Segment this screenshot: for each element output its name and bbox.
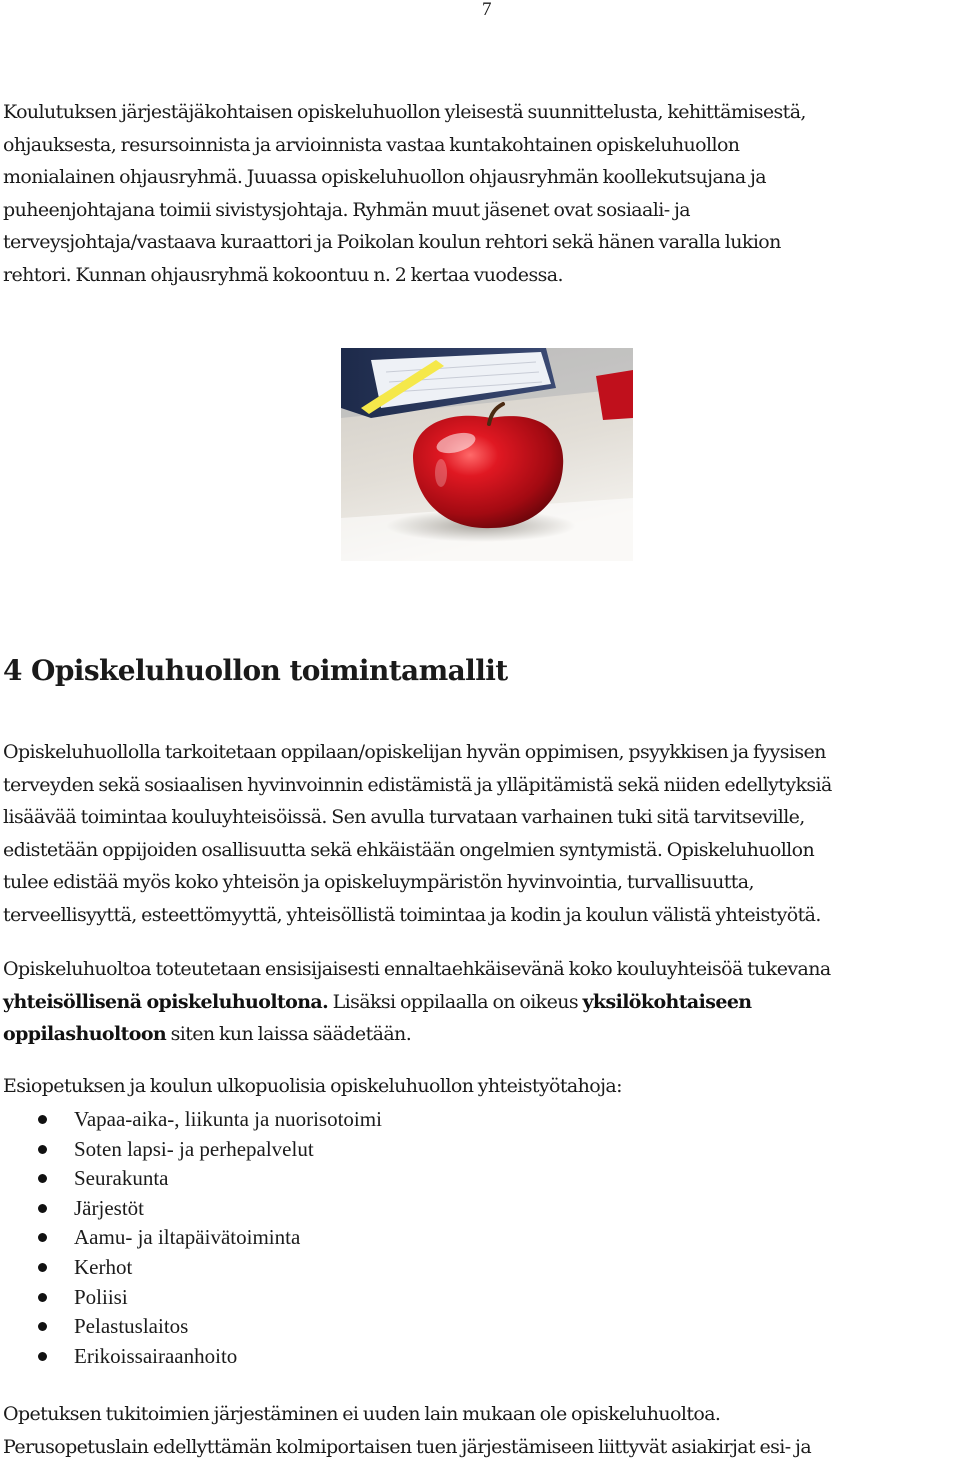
text-line: Perusopetuslain edellyttämän kolmiportaisen tuen järjestämiseen liittyvät asiakirjat esi- ja bbox=[3, 1435, 812, 1458]
inline-text: siten kun laissa säädetään. bbox=[166, 1023, 412, 1046]
text-line: Opetuksen tukitoimien järjestäminen ei uuden lain mukaan ole opiskeluhuoltoa. bbox=[3, 1403, 721, 1425]
bullet-icon bbox=[38, 1115, 47, 1124]
text-line: terveyden sekä sosiaalisen hyvinvoinnin edistämistä ja ylläpitämistä sekä niiden edellytyksiä bbox=[3, 773, 832, 796]
list-item bbox=[0, 1223, 382, 1253]
text-line bbox=[3, 1018, 960, 1051]
list-item-label: Erikoissairaanhoito bbox=[74, 1343, 238, 1368]
text-line: edistetään oppijoiden osallisuutta sekä ehkäistään ongelmien syntymistä. Opiskeluhuollon bbox=[3, 838, 815, 861]
text-line: tulee edistää myös koko yhteisön ja opiskeluympäristön hyvinvointia, turvallisuutta, bbox=[3, 871, 754, 894]
list-item-label: Aamu- ja iltapäivätoiminta bbox=[74, 1225, 301, 1250]
paragraph-implementation bbox=[3, 953, 960, 1051]
bullet-icon bbox=[38, 1322, 47, 1331]
bullet-icon bbox=[38, 1233, 47, 1242]
paragraph-partners-intro bbox=[3, 1070, 960, 1103]
bullet-icon bbox=[38, 1204, 47, 1213]
partners-list bbox=[0, 1105, 382, 1371]
list-item bbox=[0, 1164, 382, 1194]
list-item bbox=[0, 1253, 382, 1283]
bold-term: yksilökohtaiseen bbox=[582, 990, 752, 1013]
bold-term: oppilashuoltoon bbox=[3, 1023, 167, 1046]
bullet-icon bbox=[38, 1263, 47, 1272]
bold-term: yhteisöllisenä opiskeluhuoltona. bbox=[3, 990, 329, 1013]
list-item bbox=[0, 1194, 382, 1224]
list-item-label: Poliisi bbox=[74, 1284, 128, 1309]
list-item bbox=[0, 1312, 382, 1342]
paragraph-definition bbox=[3, 736, 960, 932]
list-item-label: Seurakunta bbox=[74, 1166, 169, 1191]
list-item bbox=[0, 1342, 382, 1372]
bullet-icon bbox=[38, 1174, 47, 1183]
text-line bbox=[3, 986, 960, 1019]
text-line: terveellisyyttä, esteettömyyttä, yhteisöllistä toimintaa ja kodin ja koulun välistä yhteistyötä. bbox=[3, 903, 821, 926]
paragraph-steering-group bbox=[3, 96, 960, 292]
text-line: puheenjohtajana toimii sivistysjohtaja. Ryhmän muut jäsenet ovat sosiaali- ja bbox=[3, 198, 690, 221]
text-line: Esiopetuksen ja koulun ulkopuolisia opiskeluhuollon yhteistyötahoja: bbox=[3, 1075, 622, 1097]
text-line: lisäävää toimintaa kouluyhteisöissä. Sen avulla turvataan varhainen tuki sitä tarvitseville, bbox=[3, 806, 805, 829]
text-line: ohjauksesta, resursoinnista ja arvioinnista vastaa kuntakohtainen opiskeluhuollon bbox=[3, 133, 740, 156]
text-line: rehtori. Kunnan ohjausryhmä kokoontuu n. 2 kertaa vuodessa. bbox=[3, 263, 563, 286]
bullet-icon bbox=[38, 1352, 47, 1361]
text-line: terveysjohtaja/vastaava kuraattori ja Poikolan koulun rehtori sekä hänen varalla lukion bbox=[3, 231, 781, 254]
bullet-icon bbox=[38, 1293, 47, 1302]
list-item bbox=[0, 1283, 382, 1313]
list-item-label: Pelastuslaitos bbox=[74, 1314, 189, 1339]
list-item bbox=[0, 1135, 382, 1165]
list-item-label: Vapaa-aika-, liikunta ja nuorisotoimi bbox=[74, 1107, 382, 1131]
text-line: Opiskeluhuoltoa toteutetaan ensisijaisesti ennaltaehkäisevänä koko kouluyhteisöä tukevana bbox=[3, 958, 831, 980]
list-item bbox=[0, 1105, 382, 1135]
text-line: monialainen ohjausryhmä. Juuassa opiskeluhuollon ohjausryhmän koollekutsujana ja bbox=[3, 166, 767, 189]
text-line: Koulutuksen järjestäjäkohtaisen opiskeluhuollon yleisestä suunnittelusta, kehittämisestä, bbox=[3, 101, 806, 123]
page-number: 7 bbox=[482, 0, 492, 20]
section-heading: 4 Opiskeluhuollon toimintamallit bbox=[3, 654, 508, 687]
bullet-icon bbox=[38, 1145, 47, 1154]
list-item-label: Järjestöt bbox=[74, 1195, 144, 1220]
text-line: Opiskeluhuollolla tarkoitetaan oppilaan/opiskelijan hyvän oppimisen, psyykkisen ja fyysisen bbox=[3, 741, 826, 763]
list-item-label: Soten lapsi- ja perhepalvelut bbox=[74, 1136, 314, 1161]
inline-text: Lisäksi oppilaalla on oikeus bbox=[328, 990, 583, 1013]
list-item-label: Kerhot bbox=[74, 1254, 133, 1279]
apple-photo bbox=[341, 348, 633, 561]
paragraph-support-measures bbox=[3, 1398, 960, 1463]
